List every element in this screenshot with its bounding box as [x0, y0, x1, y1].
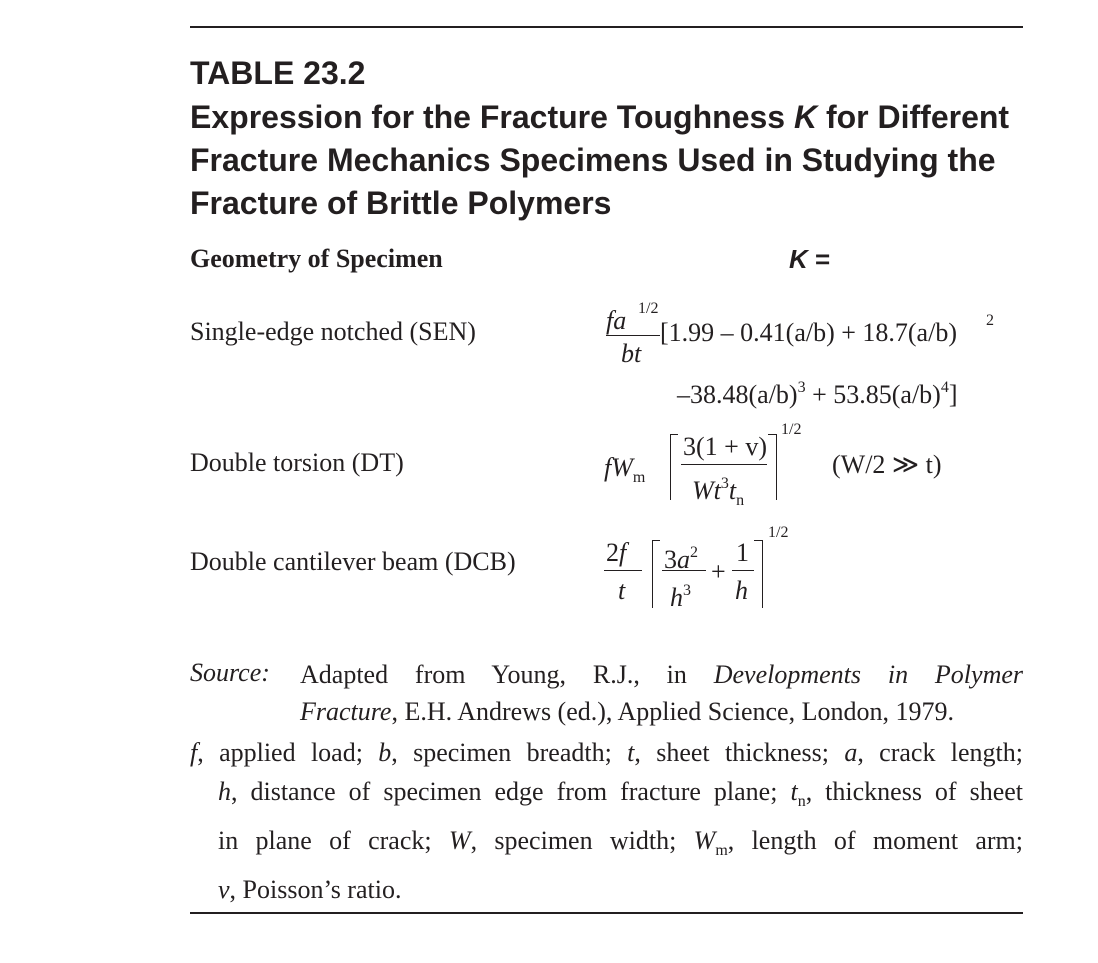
notes-line-1: f, applied load; b, specimen breadth; t, sheet thickness; a, crack length; — [190, 738, 1023, 767]
sen-numerator: fa — [606, 306, 627, 335]
notes-line-3: in plane of crack; W, specimen width; $W_m$, length of moment arm; — [218, 826, 1024, 859]
column-header-geometry: Geometry of Specimen — [190, 244, 443, 273]
source-text-line2: Fracture, E.H. Andrews (ed.), Applied Science, London, 1979. — [300, 697, 954, 726]
table-title-text: Expression for the Fracture Toughness — [190, 99, 794, 135]
dcb-term1-numerator: $3a^2$ — [664, 544, 698, 574]
row-label-dcb: Double cantilever beam (DCB) — [190, 547, 516, 576]
table-title-k: K — [793, 99, 818, 135]
dcb-left-bracket — [652, 540, 653, 608]
dcb-term2-numerator: 1 — [736, 538, 749, 567]
sen-denominator: bt — [621, 339, 642, 368]
dt-left-bracket — [670, 434, 671, 500]
dt-right-bracket — [776, 434, 777, 500]
bottom-rule — [190, 912, 1023, 914]
k-equals: = — [807, 244, 831, 274]
sen-fraction-bar — [606, 335, 660, 336]
dcb-coef-numerator: 2f — [606, 538, 627, 567]
notes-line-2: h, distance of specimen edge from fracture plane; $t_n$, thickness of sheet — [218, 777, 1024, 810]
dt-numerator: 3(1 + v) — [683, 432, 767, 461]
sen-line2: $-38.48(a/b)^3 + 53.85(a/b)^4$] — [677, 379, 958, 409]
source-text-line1: Adapted from Young, R.J., in Developments in Polymer — [300, 660, 1023, 689]
dcb-right-bracket-top — [754, 540, 762, 541]
k-symbol: K — [789, 244, 808, 274]
dt-right-bracket-top — [768, 434, 776, 435]
dcb-coef-denominator: t — [618, 576, 626, 605]
table-title — [190, 96, 1030, 225]
dcb-left-bracket-top — [652, 540, 660, 541]
sen-line1-exponent: 2 — [986, 312, 994, 329]
dcb-right-bracket — [762, 540, 763, 608]
sen-numerator-exponent: 1/2 — [638, 300, 659, 317]
dcb-term1-fraction-bar — [662, 570, 706, 571]
dt-denominator: $Wt^3t_n$ — [692, 475, 745, 509]
row-label-sen: Single-edge notched (SEN) — [190, 317, 476, 346]
table-number: TABLE 23.2 — [190, 55, 366, 91]
dcb-plus: + — [711, 557, 726, 586]
dt-fraction-bar — [681, 464, 767, 465]
dcb-coef-fraction-bar — [604, 570, 642, 571]
dcb-term1-denominator: $h^3$ — [670, 582, 691, 612]
notes — [190, 733, 1023, 909]
dcb-term2-fraction-bar — [732, 570, 754, 571]
notes-line-4: v, Poisson’s ratio. — [218, 875, 402, 904]
dcb-term2-denominator: h — [735, 576, 748, 605]
sen-line1: [1.99 – 0.41(a/b) + 18.7(a/b) — [660, 318, 957, 347]
dt-condition: (W/2 ≫ t) — [832, 450, 942, 479]
table-title-text-end: for Different Fracture Mechanics Specimens Used in Studying the Fracture of Brittle Polymers — [190, 99, 1010, 221]
top-rule — [190, 26, 1023, 28]
column-header-k — [789, 240, 830, 278]
source-label: Source: — [190, 658, 270, 687]
dcb-bracket-exponent: 1/2 — [768, 524, 789, 541]
row-label-dt: Double torsion (DT) — [190, 448, 404, 477]
dt-prefix: $fW_m$ — [604, 453, 646, 486]
dt-left-bracket-top — [670, 434, 678, 435]
dt-bracket-exponent: 1/2 — [781, 421, 802, 438]
